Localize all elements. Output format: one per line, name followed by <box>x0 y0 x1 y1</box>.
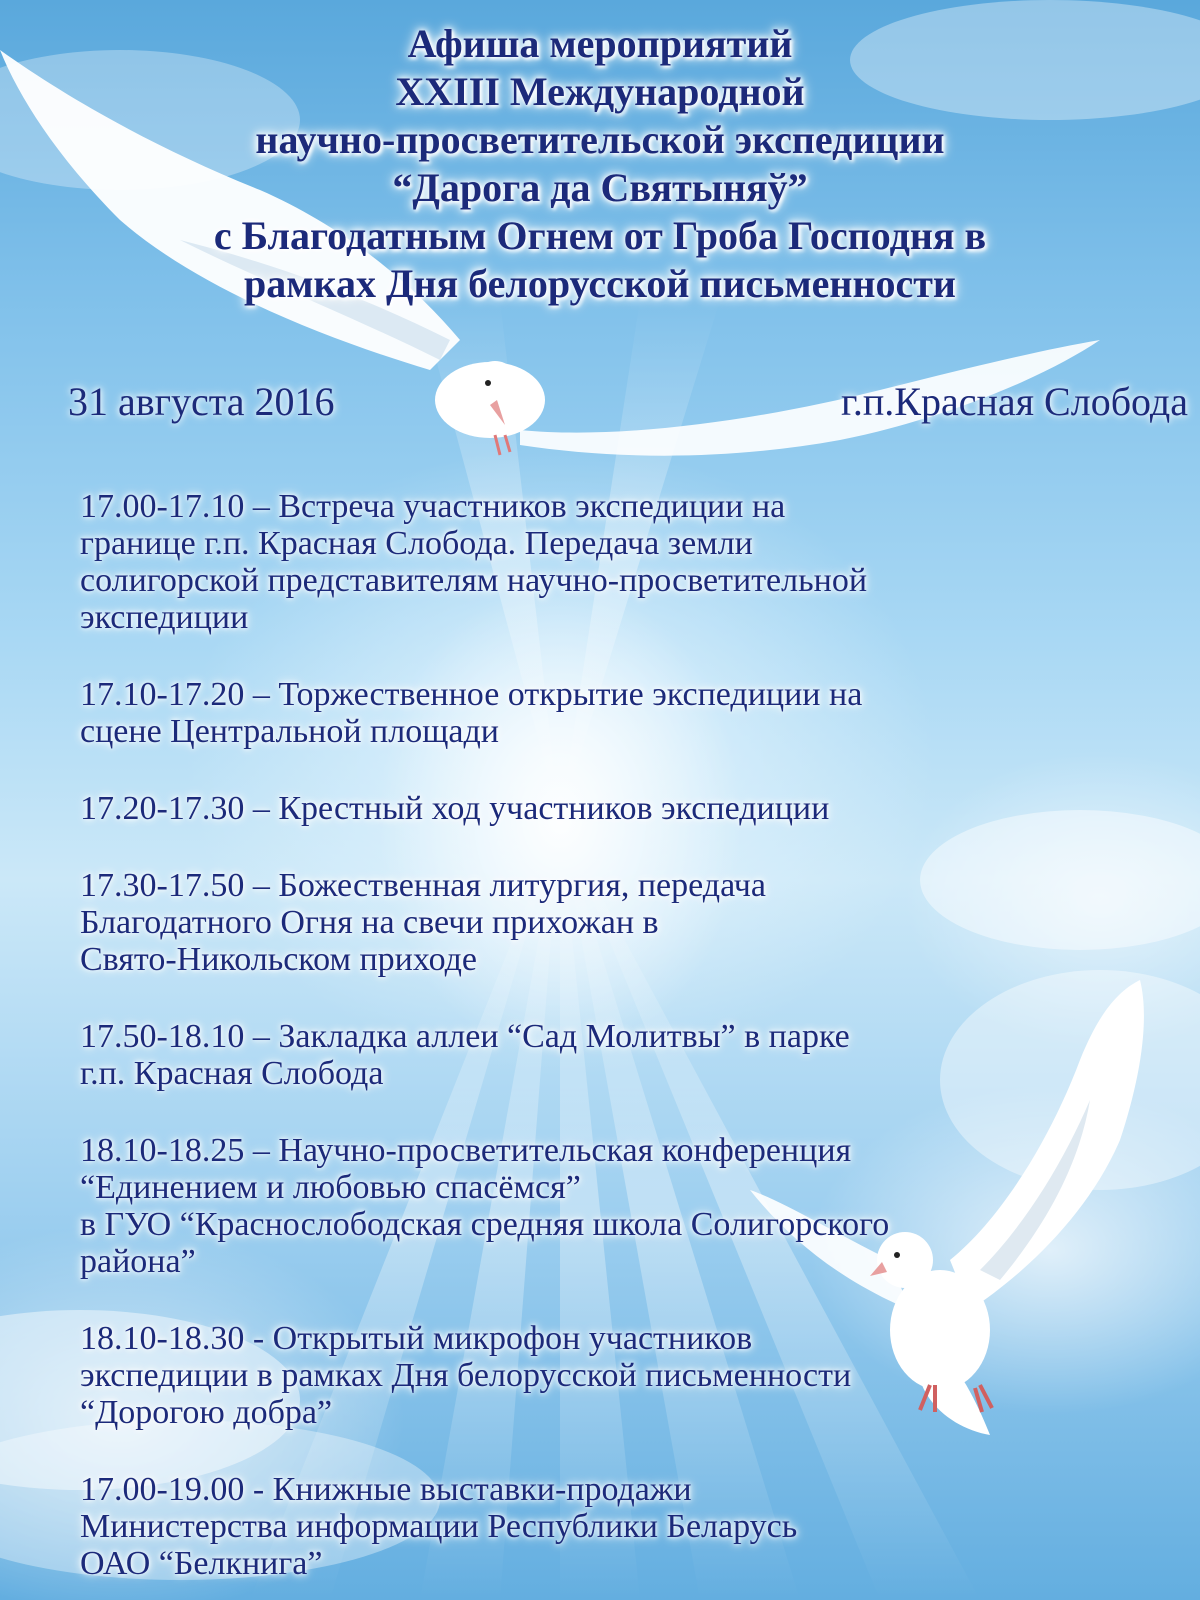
schedule-line: границе г.п. Красная Слобода. Передача земли <box>80 525 753 562</box>
poster-title <box>60 20 1140 308</box>
schedule-line: “Дорогою добра” <box>80 1394 333 1431</box>
title-line: научно-просветительской экспедиции <box>255 117 945 162</box>
schedule-item <box>80 1320 1180 1431</box>
schedule-line: 18.10-18.30 - Открытый микрофон участников <box>80 1320 753 1357</box>
title-line: XXIII Международной <box>395 69 805 114</box>
schedule-line: в ГУО “Краснослободская средняя школа Солигорского <box>80 1206 890 1243</box>
schedule-line: 17.10-17.20 – Торжественное открытие экспедиции на <box>80 676 863 713</box>
schedule-line: сцене Центральной площади <box>80 713 499 750</box>
title-line: “Дарога да Святыняў” <box>392 165 808 210</box>
schedule-line: экспедиции <box>80 599 249 636</box>
schedule-list <box>80 488 1180 1582</box>
schedule-item <box>80 790 1180 827</box>
schedule-line: района” <box>80 1243 196 1280</box>
schedule-line: экспедиции в рамках Дня белорусской письменности <box>80 1357 852 1394</box>
schedule-line: солигорской представителям научно-просветительной <box>80 562 868 599</box>
event-date: 31 августа 2016 <box>68 379 335 424</box>
schedule-line: 17.20-17.30 – Крестный ход участников экспедиции <box>80 790 830 827</box>
date-place-line <box>68 378 1188 430</box>
schedule-line: 17.00-17.10 – Встреча участников экспедиции на <box>80 488 786 525</box>
schedule-line: Благодатного Огня на свечи прихожан в <box>80 904 659 941</box>
title-line: с Благодатным Огнем от Гроба Господня в <box>213 213 987 258</box>
event-place: г.п.Красная Слобода <box>841 379 1188 424</box>
schedule-item <box>80 867 1180 978</box>
schedule-line: г.п. Красная Слобода <box>80 1055 384 1092</box>
schedule-line: Министерства информации Республики Беларусь <box>80 1508 798 1545</box>
schedule-line: “Единением и любовью спасёмся” <box>80 1169 581 1206</box>
schedule-line: 17.30-17.50 – Божественная литургия, передача <box>80 867 766 904</box>
title-line: Афиша мероприятий <box>407 21 793 66</box>
schedule-line: 17.00-19.00 - Книжные выставки-продажи <box>80 1471 692 1508</box>
schedule-line: 18.10-18.25 – Научно-просветительская конференция <box>80 1132 852 1169</box>
schedule-item <box>80 1018 1180 1092</box>
schedule-item <box>80 1471 1180 1582</box>
schedule-line: ОАО “Белкнига” <box>80 1545 323 1582</box>
schedule-line: Свято-Никольском приходе <box>80 941 477 978</box>
schedule-item <box>80 676 1180 750</box>
schedule-item <box>80 1132 1180 1280</box>
schedule-line: 17.50-18.10 – Закладка аллеи “Сад Молитвы” в парке <box>80 1018 850 1055</box>
schedule-item <box>80 488 1180 636</box>
title-line: рамках Дня белорусской письменности <box>244 261 956 306</box>
